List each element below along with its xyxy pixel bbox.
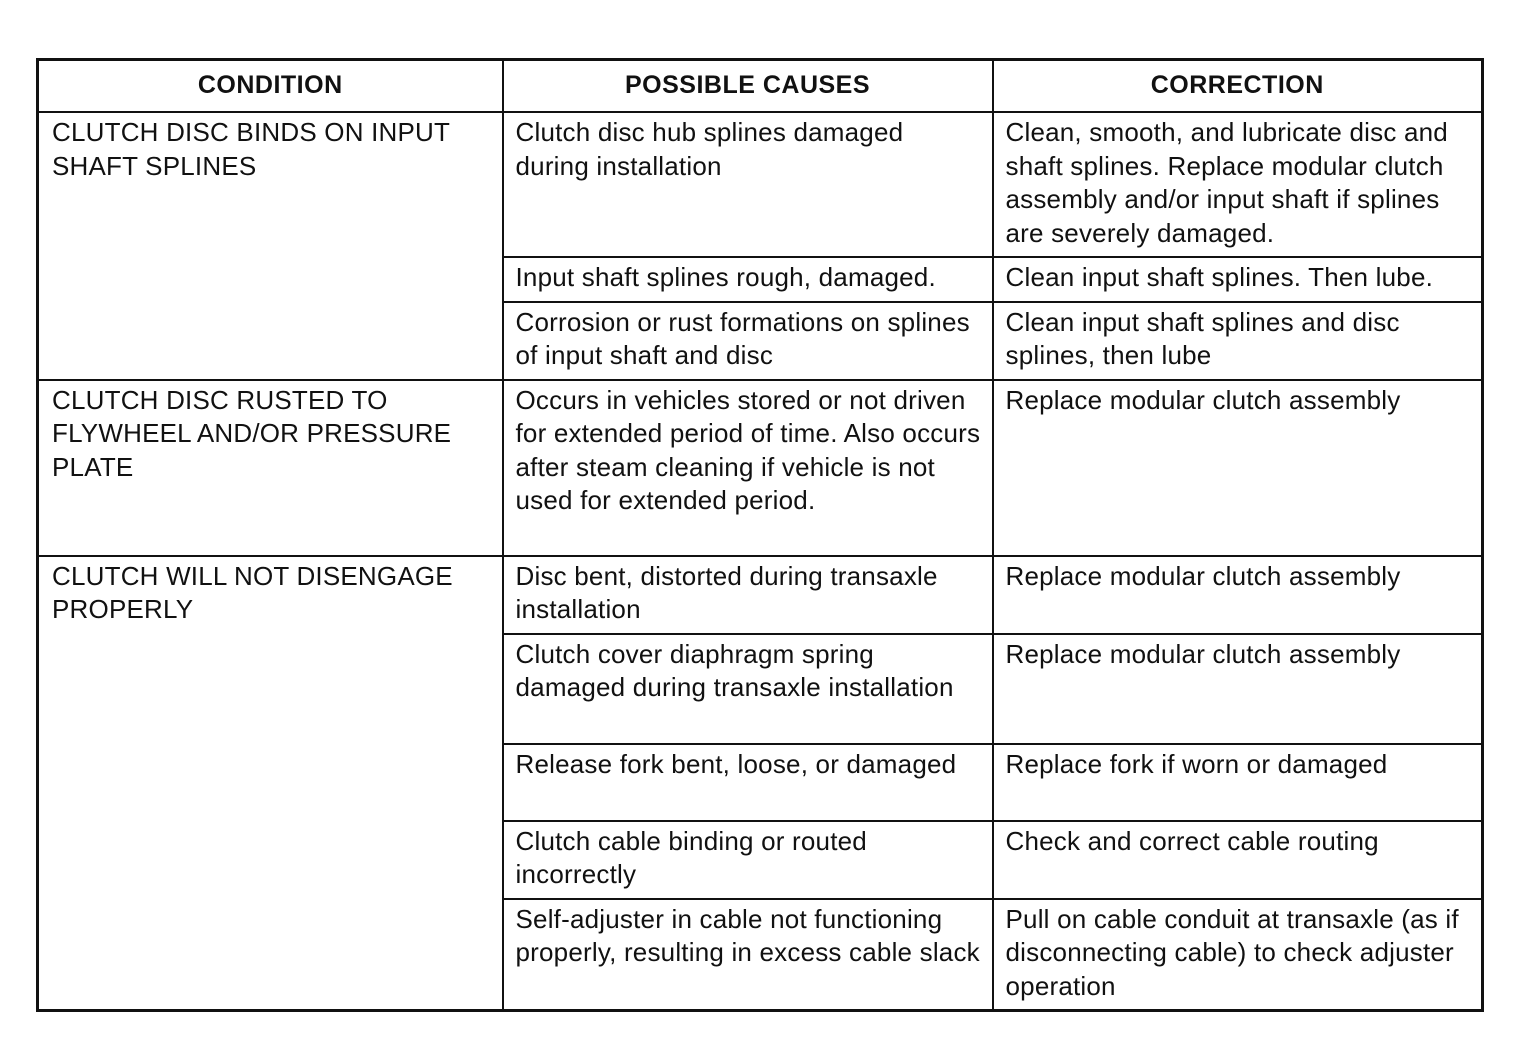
cause-cell: Clutch cover diaphragm spring damaged during transaxle installation — [503, 634, 993, 744]
correction-cell: Replace modular clutch assembly — [993, 556, 1483, 634]
table-row — [38, 380, 1483, 556]
header-correction: CORRECTION — [993, 60, 1483, 113]
cause-cell: Input shaft splines rough, damaged. — [503, 257, 993, 302]
table-row — [38, 112, 1483, 257]
correction-cell: Replace modular clutch assembly — [993, 634, 1483, 744]
cause-cell: Self-adjuster in cable not functioning properly, resulting in excess cable slack — [503, 899, 993, 1011]
correction-cell: Replace modular clutch assembly — [993, 380, 1483, 556]
diagnosis-table — [36, 58, 1484, 1012]
cause-cell: Corrosion or rust formations on splines of input shaft and disc — [503, 302, 993, 380]
header-possible-causes: POSSIBLE CAUSES — [503, 60, 993, 113]
cause-cell: Clutch disc hub splines damaged during installation — [503, 112, 993, 257]
cause-cell: Occurs in vehicles stored or not driven for extended period of time. Also occurs after steam cleaning if vehicle is not used for extended period. — [503, 380, 993, 556]
correction-cell: Clean input shaft splines. Then lube. — [993, 257, 1483, 302]
table-row — [38, 556, 1483, 634]
cause-cell: Release fork bent, loose, or damaged — [503, 744, 993, 821]
condition-cell: CLUTCH WILL NOT DISENGAGE PROPERLY — [38, 556, 503, 1011]
correction-cell: Replace fork if worn or damaged — [993, 744, 1483, 821]
header-row — [38, 60, 1483, 113]
header-condition: CONDITION — [38, 60, 503, 113]
correction-cell: Clean, smooth, and lubricate disc and shaft splines. Replace modular clutch assembly and/or input shaft if splines are severely damaged. — [993, 112, 1483, 257]
condition-cell: CLUTCH DISC RUSTED TO FLYWHEEL AND/OR PRESSURE PLATE — [38, 380, 503, 556]
correction-cell: Pull on cable conduit at transaxle (as if disconnecting cable) to check adjuster operation — [993, 899, 1483, 1011]
cause-cell: Clutch cable binding or routed incorrectly — [503, 821, 993, 899]
condition-cell: CLUTCH DISC BINDS ON INPUT SHAFT SPLINES — [38, 112, 503, 380]
table-header — [38, 60, 1483, 113]
correction-cell: Clean input shaft splines and disc splines, then lube — [993, 302, 1483, 380]
cause-cell: Disc bent, distorted during transaxle installation — [503, 556, 993, 634]
correction-cell: Check and correct cable routing — [993, 821, 1483, 899]
table-body — [38, 112, 1483, 1011]
